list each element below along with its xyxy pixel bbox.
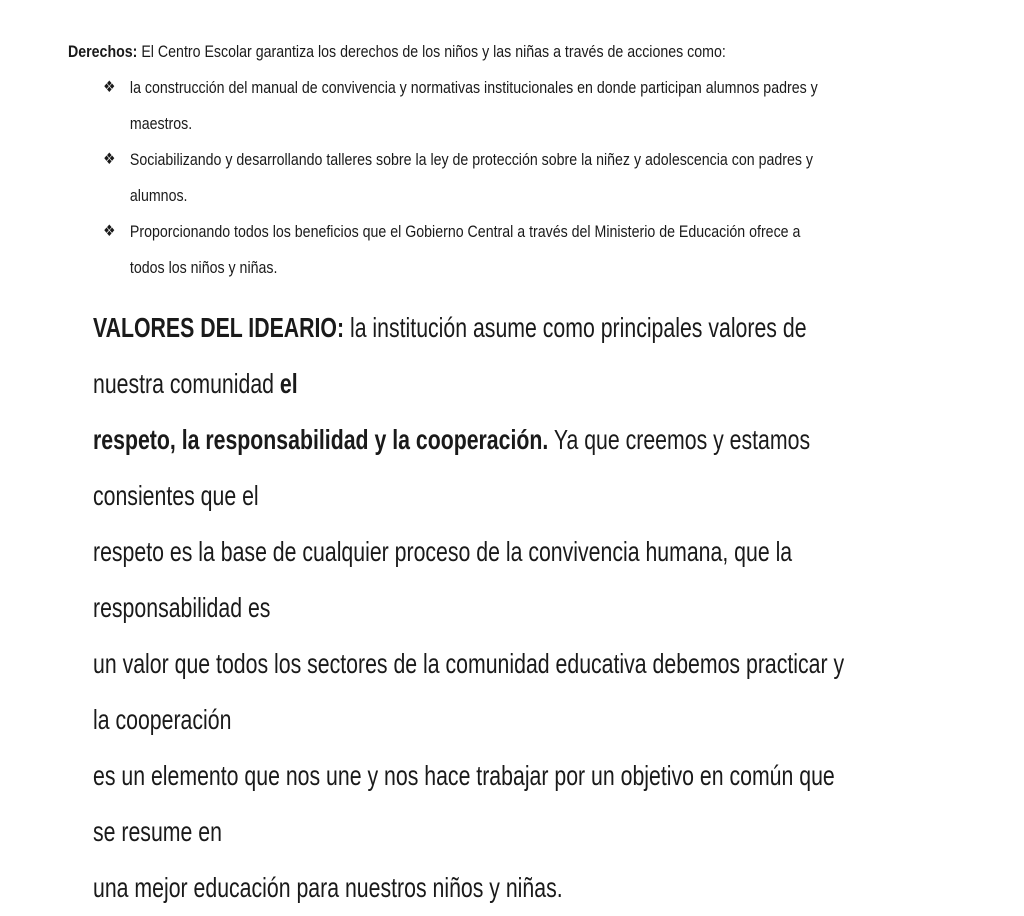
valores-paragraph: [93, 300, 853, 916]
valores-bold-text: el: [279, 368, 298, 399]
list-item: [68, 70, 990, 142]
list-item-line: Sociabilizando y desarrollando talleres sobre la ley de protección sobre la niñez y adolescencia con padres y: [129, 151, 814, 169]
diamond-bullet-icon: ❖: [103, 223, 116, 240]
valores-text: respeto es la base de cualquier proceso de la convivencia humana, que la responsabilidad es: [93, 536, 793, 623]
list-item-line: la construcción del manual de convivencia y normativas institucionales en donde participan alumnos padres y: [129, 79, 818, 97]
derechos-intro-text: El Centro Escolar garantiza los derechos de los niños y las niñas a través de acciones como:: [137, 43, 726, 61]
list-item-line: Proporcionando todos los beneficios que el Gobierno Central a través del Ministerio de Educación ofrece a: [129, 223, 801, 241]
valores-text: Ya que creemos y estamos consientes que el: [93, 424, 811, 511]
derechos-bullet-list: [68, 70, 842, 286]
valores-text: una mejor educación para nuestros niños y niñas.: [93, 872, 563, 903]
list-item-line: maestros.: [129, 115, 193, 133]
list-item-line: todos los niños y niñas.: [129, 259, 278, 277]
derechos-label: Derechos:: [68, 43, 138, 61]
list-item-line: alumnos.: [129, 187, 188, 205]
derechos-section: [68, 34, 842, 286]
valores-bold-text: respeto, la responsabilidad y la cooperación.: [93, 424, 549, 455]
valores-text: es un elemento que nos une y nos hace trabajar por un objetivo en común que se resume en: [93, 760, 835, 847]
diamond-bullet-icon: ❖: [103, 79, 116, 96]
valores-text: un valor que todos los sectores de la comunidad educativa debemos practicar y la cooperación: [93, 648, 845, 735]
diamond-bullet-icon: ❖: [103, 151, 116, 168]
valores-label: VALORES DEL IDEARIO:: [93, 312, 345, 343]
valores-text: la institución asume como principales valores de nuestra comunidad: [93, 312, 807, 399]
list-item: [68, 142, 990, 214]
list-item: [68, 214, 990, 286]
derechos-intro: [68, 34, 842, 70]
